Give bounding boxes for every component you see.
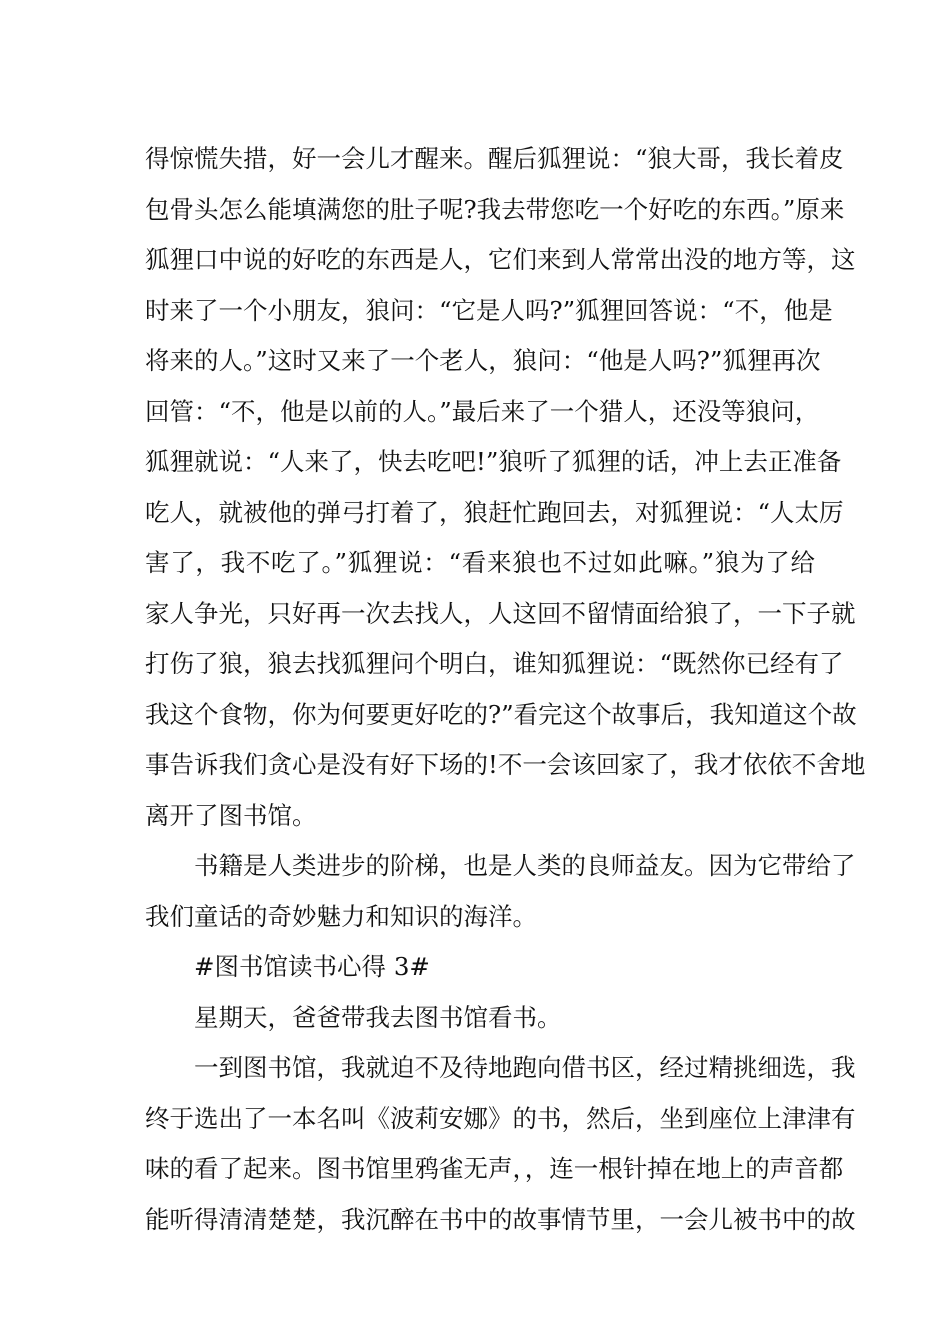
text-line: 我们童话的奇妙魅力和知识的海洋。: [145, 901, 537, 931]
text-line: 一到图书馆，我就迫不及待地跑向借书区，经过精挑细选，我: [194, 1053, 856, 1082]
section-heading: [145, 942, 815, 993]
text-line: 书籍是人类进步的阶梯，也是人类的良师益友。因为它带给了: [194, 851, 856, 880]
text-line: 味的看了起来。图书馆里鸦雀无声，，连一根针掉在地上的声音都: [145, 1154, 844, 1183]
text-line: 我这个食物，你为何要更好吃的?”看完这个故事后，我知道这个故: [145, 699, 857, 729]
text-line: 包骨头怎么能填满您的肚子呢?我去带您吃一个好吃的东西。”原来: [145, 194, 845, 224]
paragraph-4: [145, 993, 815, 1044]
text-line: 得惊慌失措，好一会儿才醒来。醒后狐狸说：“狼大哥，我长着皮: [145, 144, 844, 173]
text-line: 星期天，爸爸带我去图书馆看书。: [194, 1002, 562, 1032]
section-heading-text: #图书馆读书心得 3#: [194, 952, 430, 981]
text-line: 家人争光，只好再一次去找人，人这回不留情面给狼了，一下子就: [145, 598, 856, 628]
text-line: 回管：“不，他是以前的人。”最后来了一个猎人，还没等狼问，: [145, 396, 820, 426]
paragraph-2: [145, 841, 856, 942]
text-line: 时来了一个小朋友，狼问：“它是人吗?”狐狸回答说：“不，他是: [145, 295, 833, 325]
text-line: 害了，我不吃了。”狐狸说：“看来狼也不过如此嘛。”狼为了给: [145, 548, 815, 577]
paragraph-1: [145, 134, 866, 841]
text-line: 狐狸就说：“人来了，快去吃吧!”狼听了狐狸的话，冲上去正准备: [145, 447, 842, 476]
text-line: 将来的人。”这时又来了一个老人，狼问：“他是人吗?”狐狸再次: [145, 346, 821, 375]
text-line: 事告诉我们贪心是没有好下场的!不一会该回家了，我才依依不舍地: [145, 750, 866, 779]
document-body: [145, 134, 866, 1245]
text-line: 吃人，就被他的弹弓打着了，狼赶忙跑回去，对狐狸说：“人太厉: [145, 497, 844, 527]
text-line: 离开了图书馆。: [145, 800, 317, 830]
text-line: 狐狸口中说的好吃的东西是人，它们来到人常常出没的地方等，这: [145, 245, 856, 274]
text-line: 终于选出了一本名叫《波莉安娜》的书，然后，坐到座位上津津有: [145, 1103, 856, 1133]
paragraph-5: [145, 1043, 856, 1245]
text-line: 打伤了狼，狼去找狐狸问个明白，谁知狐狸说：“既然你已经有了: [145, 649, 844, 678]
text-line: 能听得清清楚楚，我沉醉在书中的故事情节里，一会儿被书中的故: [145, 1204, 856, 1234]
